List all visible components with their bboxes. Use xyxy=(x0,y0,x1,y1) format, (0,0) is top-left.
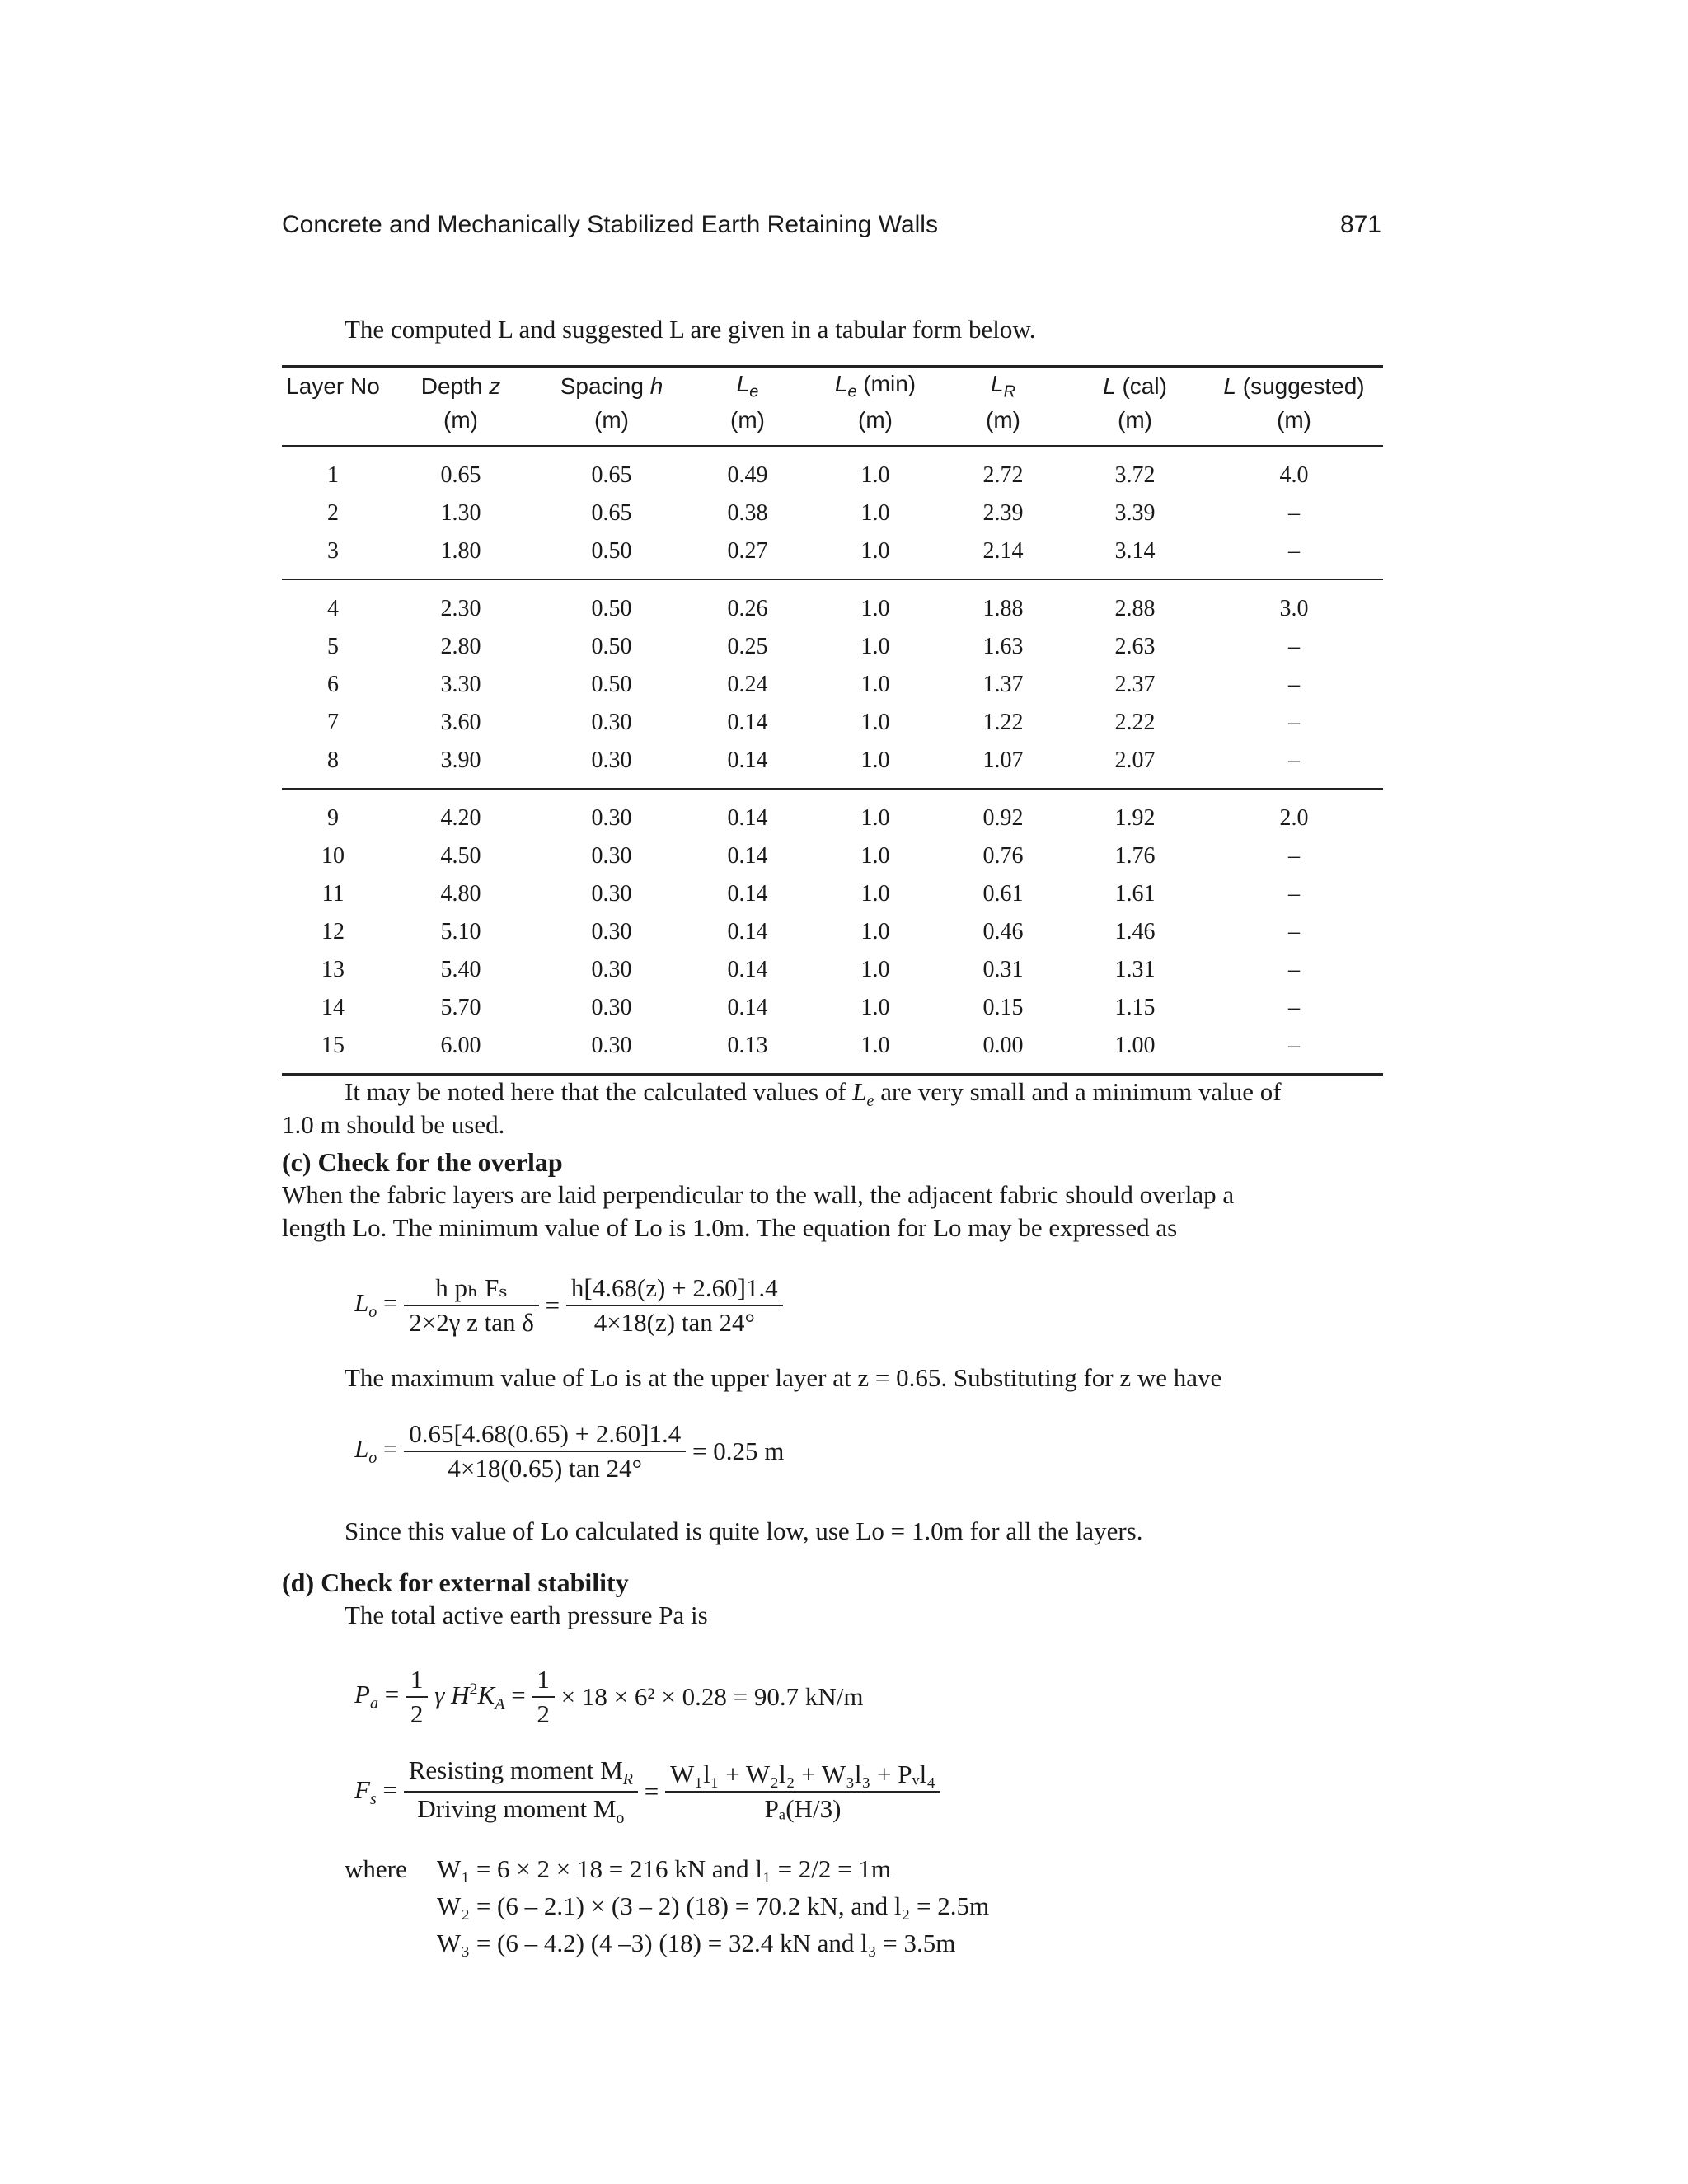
table-cell: 4.50 xyxy=(440,842,481,869)
table-cell: 5 xyxy=(327,633,339,659)
table-cell: 1.76 xyxy=(1114,842,1156,869)
table-cell: 1.88 xyxy=(982,595,1024,621)
table-cell: 0.92 xyxy=(982,804,1024,831)
since-line: Since this value of Lo calculated is quite low, use Lo = 1.0m for all the layers. xyxy=(345,1516,1143,1545)
table-cell: 4.20 xyxy=(440,804,481,831)
table-cell: 0.13 xyxy=(727,1032,768,1058)
table-cell: 3.60 xyxy=(440,709,481,735)
table-cell: – xyxy=(1288,671,1300,697)
table-cell: 1.46 xyxy=(1114,918,1156,944)
table-cell: 3.30 xyxy=(440,671,481,697)
table-cell: 0.30 xyxy=(591,956,632,982)
eq2-numerator: 0.65[4.68(0.65) + 2.60]1.4 xyxy=(404,1419,686,1452)
overlap-substitution: $L_o$ = $\frac{0.65[4.68(0.65) + 2.60]1.4}{4\times 18(0.65) \tan 24^\circ}$ = 0.25 m xyxy=(354,1419,785,1483)
table-cell: 0.14 xyxy=(727,994,768,1020)
table-cell: 14 xyxy=(321,994,345,1020)
table-cell: 1.0 xyxy=(860,671,890,697)
table-cell: 0.14 xyxy=(727,842,768,869)
table-cell: – xyxy=(1288,499,1300,526)
table-cell: 1.61 xyxy=(1114,880,1156,907)
table-cell: 1.63 xyxy=(982,633,1024,659)
table-cell: 12 xyxy=(321,918,345,944)
running-header: Concrete and Mechanically Stabilized Earth Retaining Walls xyxy=(282,211,938,238)
table-cell: 2.22 xyxy=(1114,709,1156,735)
table-cell: 0.46 xyxy=(982,918,1024,944)
table-cell: – xyxy=(1288,994,1300,1020)
table-cell: 1.0 xyxy=(860,804,890,831)
table-cell: 0.27 xyxy=(727,537,768,564)
where-label: where xyxy=(345,1854,407,1883)
table-cell: 1.22 xyxy=(982,709,1024,735)
layer-table xyxy=(282,365,1383,1076)
table-cell: 2.72 xyxy=(982,462,1024,488)
table-cell: 1.00 xyxy=(1114,1032,1156,1058)
col-header-le-min: $L_e$ (min) xyxy=(834,371,917,401)
unit-cell: (m) xyxy=(1065,402,1205,446)
table-cell: 0.14 xyxy=(727,709,768,735)
col-header-lsuggested: L (suggested) xyxy=(1223,373,1365,399)
table-cell: 2.39 xyxy=(982,499,1024,526)
table-row xyxy=(282,875,1383,913)
eq1-numerator-left: h pₕ Fₛ xyxy=(404,1273,539,1306)
table-cell: 0.65 xyxy=(440,462,481,488)
table-cell: – xyxy=(1288,1032,1300,1058)
table-cell: 0.65 xyxy=(591,462,632,488)
unit-cell xyxy=(282,402,384,446)
table-cell: 1.0 xyxy=(860,994,890,1020)
section-c-heading: (c) Check for the overlap xyxy=(282,1147,563,1177)
table-cell: – xyxy=(1288,747,1300,773)
table-cell: 3.39 xyxy=(1114,499,1156,526)
w3-line: W₃ = (6 – 4.2) (4 –3) (18) = 32.4 kN and l₃ = 3.5m xyxy=(437,1929,956,1957)
table-cell: 0.50 xyxy=(591,537,632,564)
eq1-numerator-right: h[4.68(z) + 2.60]1.4 xyxy=(566,1273,783,1306)
table-cell: 4.80 xyxy=(440,880,481,907)
table-cell: 0.24 xyxy=(727,671,768,697)
table-cell: 0.30 xyxy=(591,709,632,735)
table-cell: 0.38 xyxy=(727,499,768,526)
table-cell: 2.80 xyxy=(440,633,481,659)
table-cell: – xyxy=(1288,956,1300,982)
table-cell: 1.37 xyxy=(982,671,1024,697)
table-body xyxy=(282,446,1383,1075)
table-cell: 0.50 xyxy=(591,671,632,697)
table-cell: 2.88 xyxy=(1114,595,1156,621)
table-row xyxy=(282,628,1383,666)
table-cell: 0.14 xyxy=(727,747,768,773)
table-cell: 1.0 xyxy=(860,747,890,773)
table-cell: 0.49 xyxy=(727,462,768,488)
table-cell: 7 xyxy=(327,709,339,735)
table-cell: 0.61 xyxy=(982,880,1024,907)
table-cell: 5.40 xyxy=(440,956,481,982)
table-cell: 3.0 xyxy=(1279,595,1309,621)
table-cell: – xyxy=(1288,842,1300,869)
eq1-denominator-right: 4×18(z) tan 24° xyxy=(593,1308,755,1337)
table-cell: 0.14 xyxy=(727,804,768,831)
note-line-2: 1.0 m should be used. xyxy=(282,1110,505,1139)
table-header-row xyxy=(282,367,1383,402)
table-row xyxy=(282,789,1383,837)
overlap-equation: $L_o$ = $\frac{\text{h pₕ Fₛ}}{\text{2×2γ z tan δ}}$ = $\frac{h[4.68(z) + 2.60]1.4}{4\times 18(z) \tan 24^\circ}$ xyxy=(354,1273,783,1338)
note-pre: It may be noted here that the calculated values of xyxy=(345,1077,846,1106)
col-header-layer: Layer No xyxy=(286,373,380,399)
table-row xyxy=(282,951,1383,989)
table-cell: 1.0 xyxy=(860,499,890,526)
table-cell: 0.00 xyxy=(982,1032,1024,1058)
page-number: 871 xyxy=(1339,211,1381,238)
table-cell: 1.0 xyxy=(860,842,890,869)
table-cell: 0.50 xyxy=(591,595,632,621)
table-cell: 11 xyxy=(321,880,345,907)
section-c-line-2: length Lo. The minimum value of Lo is 1.0m. The equation for Lo may be expressed as xyxy=(282,1213,1178,1242)
table-row xyxy=(282,532,1383,579)
w2-line: W₂ = (6 – 2.1) × (3 – 2) (18) = 70.2 kN, and l₂ = 2.5m xyxy=(437,1891,990,1920)
table-row xyxy=(282,913,1383,951)
table-row xyxy=(282,446,1383,494)
table-row xyxy=(282,579,1383,628)
table-cell: 3.14 xyxy=(1114,537,1156,564)
eq2-denominator: 4×18(0.65) tan 24° xyxy=(448,1454,643,1483)
table-cell: 2.14 xyxy=(982,537,1024,564)
note-line-1: It may be noted here that the calculated values of $L_e$ are very small and a minimum value of xyxy=(345,1077,1282,1111)
table-cell: 8 xyxy=(327,747,339,773)
note-post: are very small and a minimum value of xyxy=(880,1077,1282,1106)
table-units-row xyxy=(282,402,1383,446)
table-cell: 1.07 xyxy=(982,747,1024,773)
table-cell: 3 xyxy=(327,537,339,564)
max-value-line: The maximum value of Lo is at the upper layer at z = 0.65. Substituting for z we have xyxy=(345,1363,1222,1392)
table-cell: 1.15 xyxy=(1114,994,1156,1020)
unit-cell: (m) xyxy=(941,402,1065,446)
table-cell: 0.30 xyxy=(591,880,632,907)
fs-numerator-right: W₁l₁ + W₂l₂ + W₃l₃ + Pᵥl₄ xyxy=(665,1760,940,1793)
unit-cell: (m) xyxy=(384,402,537,446)
table-cell: 2.37 xyxy=(1114,671,1156,697)
col-header-lcal: L (cal) xyxy=(1103,373,1167,399)
col-header-le: $L_e$ xyxy=(736,371,759,401)
table-cell: 1.0 xyxy=(860,462,890,488)
table-cell: – xyxy=(1288,709,1300,735)
table-row xyxy=(282,1027,1383,1075)
unit-cell: (m) xyxy=(537,402,686,446)
table-row xyxy=(282,837,1383,875)
table-cell: 2 xyxy=(327,499,339,526)
table-cell: 5.70 xyxy=(440,994,481,1020)
table-cell: 1.0 xyxy=(860,633,890,659)
col-header-lr: $L_R$ xyxy=(990,371,1016,401)
table-cell: 0.30 xyxy=(591,918,632,944)
table-cell: 5.10 xyxy=(440,918,481,944)
table-cell: 1.0 xyxy=(860,880,890,907)
fs-numerator-left: Resisting moment M xyxy=(408,1755,623,1784)
table-cell: 0.14 xyxy=(727,956,768,982)
table-cell: 6.00 xyxy=(440,1032,481,1058)
table-cell: 0.30 xyxy=(591,804,632,831)
table-cell: 0.30 xyxy=(591,1032,632,1058)
table-cell: 6 xyxy=(327,671,339,697)
table-cell: 13 xyxy=(321,956,345,982)
col-header-spacing: Spacing h xyxy=(560,373,663,399)
table-cell: 2.07 xyxy=(1114,747,1156,773)
table-cell: 4 xyxy=(327,595,339,621)
table-cell: 0.26 xyxy=(727,595,768,621)
table-cell: 2.63 xyxy=(1114,633,1156,659)
table-cell: 10 xyxy=(321,842,345,869)
table-cell: 1.80 xyxy=(440,537,481,564)
table-cell: 3.90 xyxy=(440,747,481,773)
col-header-depth: Depth z xyxy=(420,373,501,399)
table-cell: 1.31 xyxy=(1114,956,1156,982)
fs-denominator-left: Driving moment M xyxy=(417,1794,617,1824)
table-cell: 0.15 xyxy=(982,994,1024,1020)
table-cell: 2.0 xyxy=(1279,804,1309,831)
table-cell: 0.30 xyxy=(591,747,632,773)
pa-expression: × 18 × 6² × 0.28 = 90.7 kN/m xyxy=(560,1682,864,1711)
table-cell: 15 xyxy=(321,1032,345,1058)
table-cell: – xyxy=(1288,918,1300,944)
unit-cell: (m) xyxy=(686,402,809,446)
table-cell: 1.0 xyxy=(860,956,890,982)
unit-cell: (m) xyxy=(1205,402,1383,446)
active-pressure-equation: $P_a$ = $\frac{1}{2}$ γ $H^2K_A$ = $\frac{1}{2}$ × 18 × 6² × 0.28 = 90.7 kN/m xyxy=(354,1665,864,1728)
section-d-line-1: The total active earth pressure Pa is xyxy=(345,1601,708,1629)
table-cell: 0.50 xyxy=(591,633,632,659)
section-c-line-1: When the fabric layers are laid perpendicular to the wall, the adjacent fabric should overlap a xyxy=(282,1180,1235,1209)
table-cell: 0.65 xyxy=(591,499,632,526)
table-cell: 0.30 xyxy=(591,842,632,869)
table-cell: 4.0 xyxy=(1279,462,1309,488)
table-cell: 0.14 xyxy=(727,918,768,944)
fs-denominator-right: Pₐ(H/3) xyxy=(764,1794,842,1824)
table-cell: 9 xyxy=(327,804,339,831)
table-cell: 0.25 xyxy=(727,633,768,659)
table-row xyxy=(282,494,1383,532)
table-cell: – xyxy=(1288,880,1300,907)
eq2-result: = 0.25 m xyxy=(692,1436,785,1465)
table-cell: 1.0 xyxy=(860,537,890,564)
table-cell: 1.0 xyxy=(860,1032,890,1058)
table-cell: 2.30 xyxy=(440,595,481,621)
table-cell: 1.0 xyxy=(860,595,890,621)
table-cell: 0.31 xyxy=(982,956,1024,982)
factor-of-safety-equation: $F_s$ = $\frac{Resisting moment M_R}{Driving moment M_o}$ = $\frac{\text{W₁l₁ + W₂l₂ + W₃l₃ + Pᵥl₄}}{\text{Pₐ(H/3)}}$ xyxy=(354,1755,940,1828)
section-d-heading: (d) Check for external stability xyxy=(282,1568,629,1597)
table-cell: 0.30 xyxy=(591,994,632,1020)
table-cell: 1.0 xyxy=(860,709,890,735)
w1-line: W₁ = 6 × 2 × 18 = 216 kN and l₁ = 2/2 = 1m xyxy=(437,1854,892,1883)
table-cell: 1.30 xyxy=(440,499,481,526)
table-cell: – xyxy=(1288,633,1300,659)
table-cell: 0.14 xyxy=(727,880,768,907)
table-cell: 1.92 xyxy=(1114,804,1156,831)
table-row xyxy=(282,704,1383,742)
table-cell: – xyxy=(1288,537,1300,564)
table-cell: 0.76 xyxy=(982,842,1024,869)
table-cell: 1 xyxy=(327,462,339,488)
table-row xyxy=(282,989,1383,1027)
table-row xyxy=(282,666,1383,704)
table-row xyxy=(282,742,1383,789)
eq1-denominator-left: 2×2γ z tan δ xyxy=(409,1308,534,1337)
table-cell: 3.72 xyxy=(1114,462,1156,488)
unit-cell: (m) xyxy=(809,402,941,446)
table-intro: The computed L and suggested L are given in a tabular form below. xyxy=(345,315,1036,344)
table-cell: 1.0 xyxy=(860,918,890,944)
